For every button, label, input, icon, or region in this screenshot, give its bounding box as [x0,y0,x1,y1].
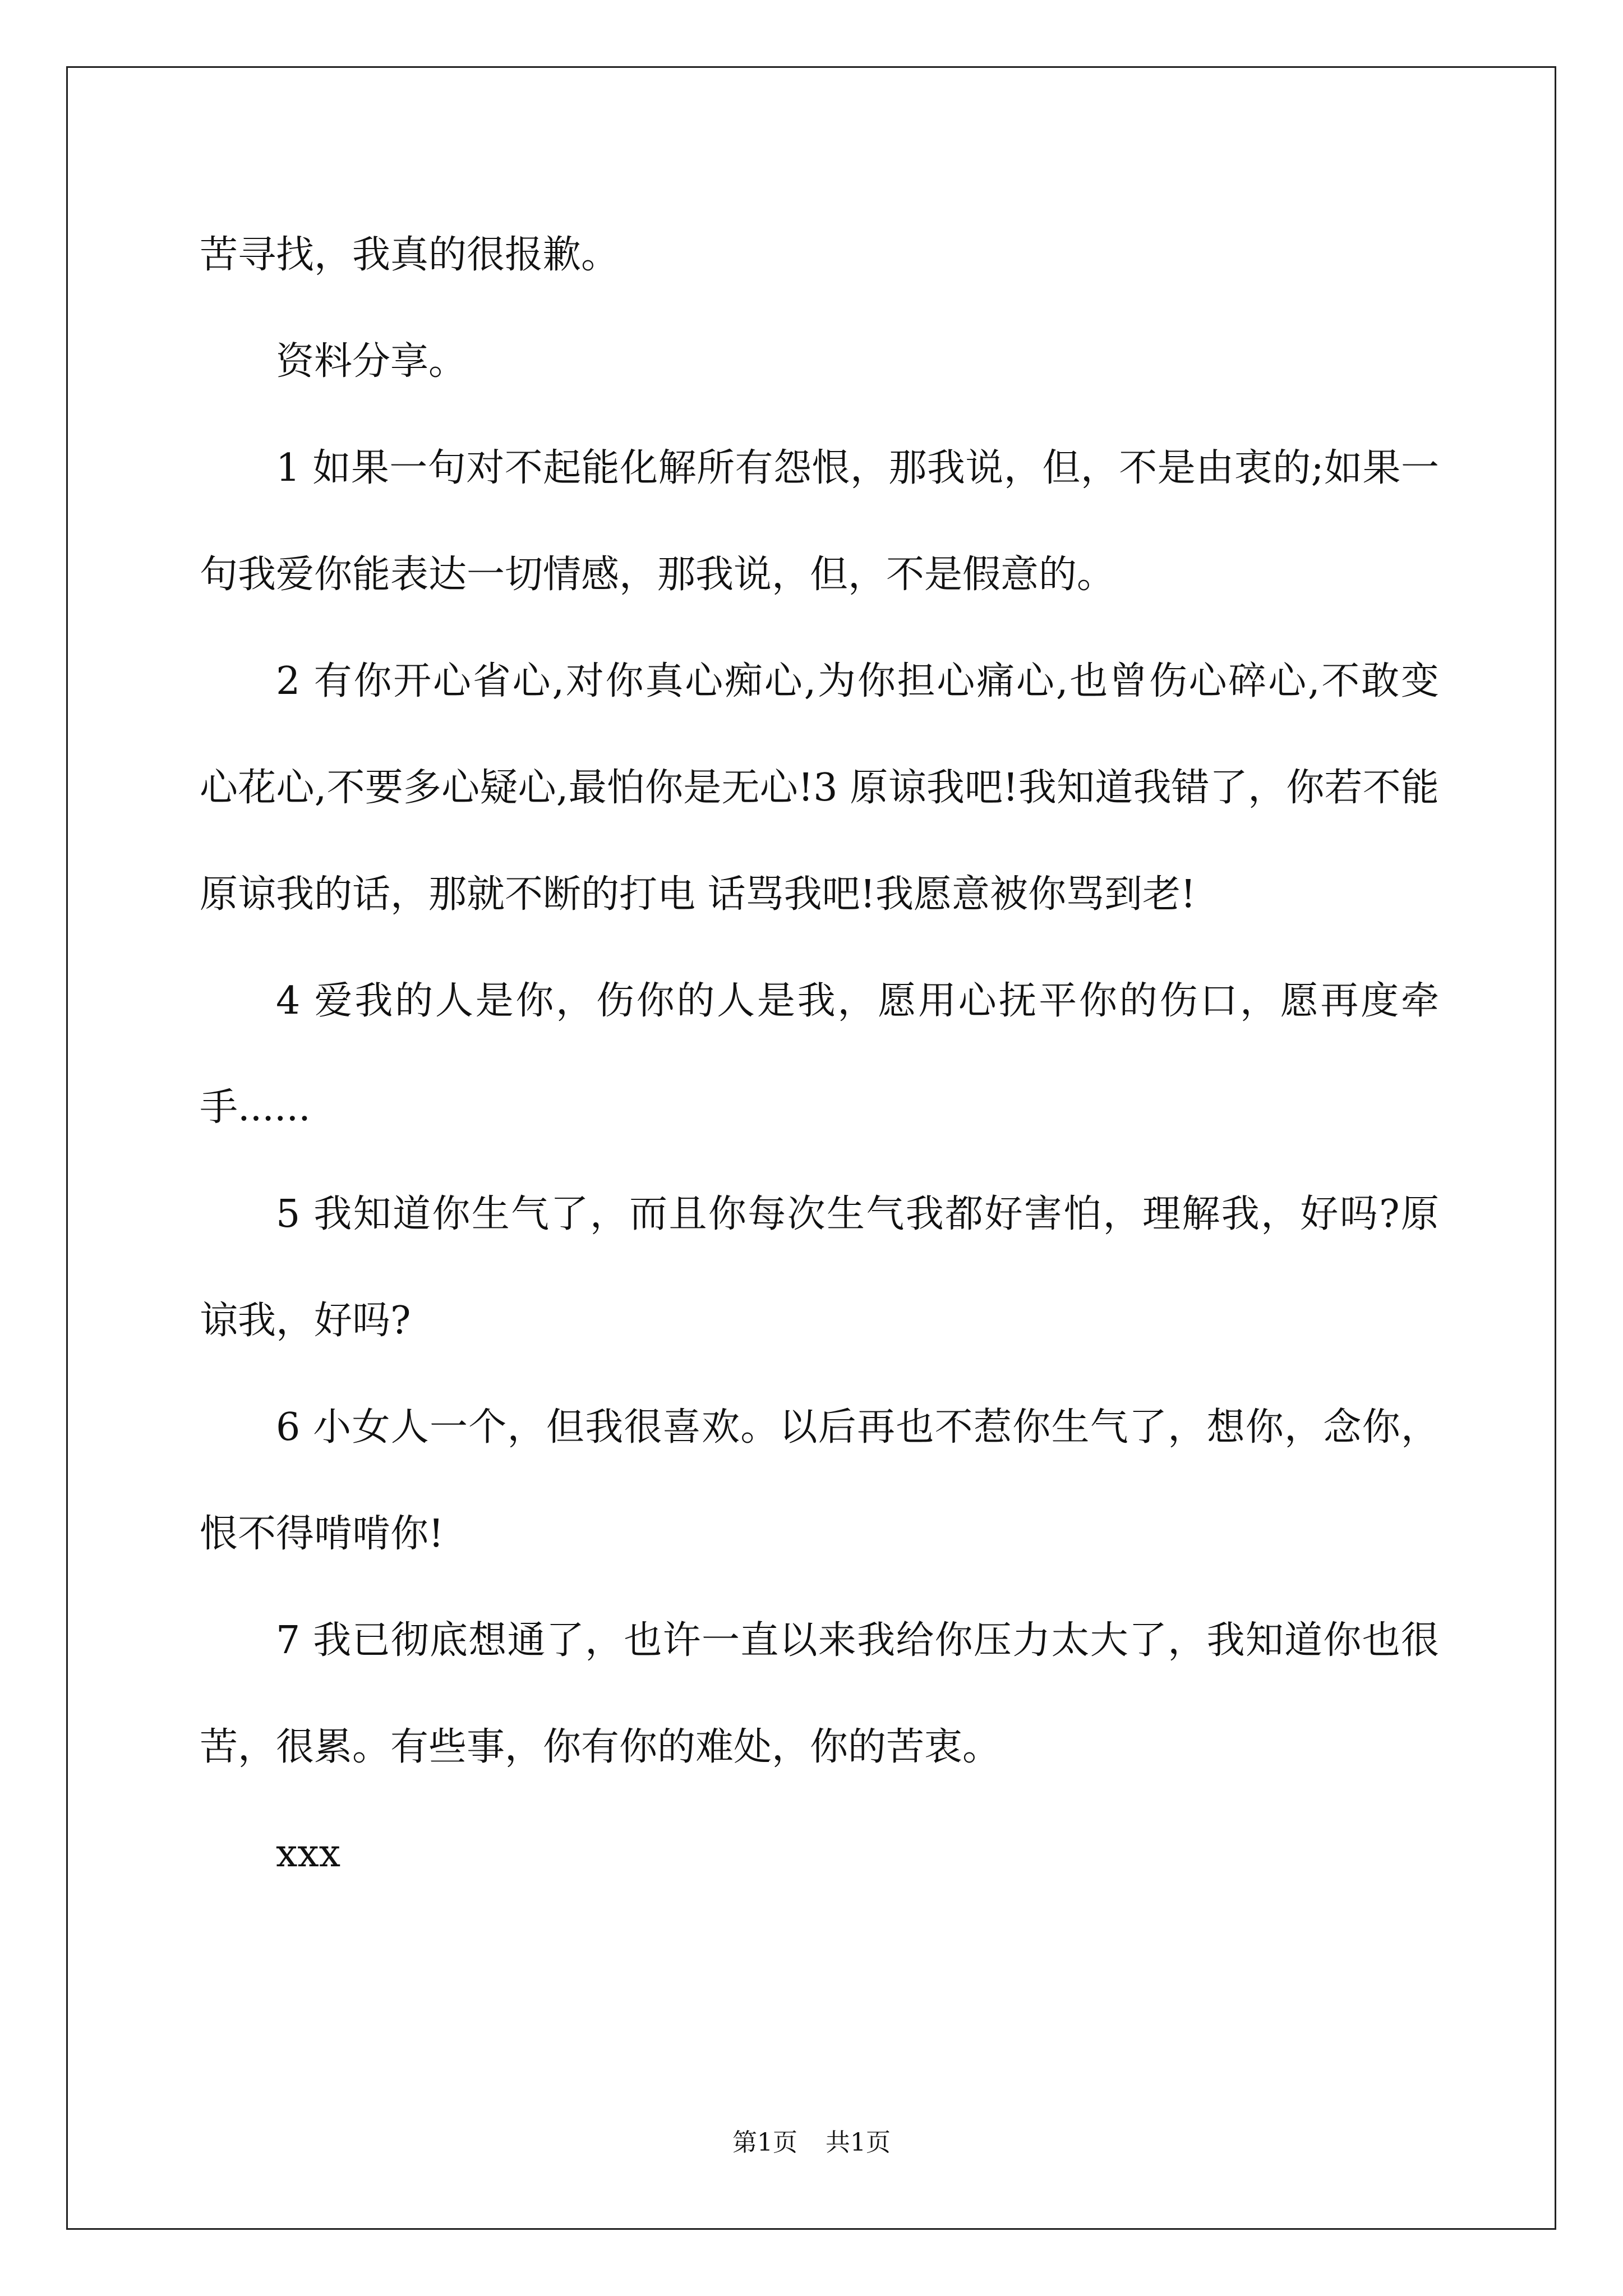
paragraph-8: xxx [276,1832,341,1876]
document-body [200,202,1439,1907]
paragraph-7: 7 我已彻底想通了，也许一直以来我给你压力太大了，我知道你也很 苦，很累。有些事，你有你的难处，你的苦衷。 [200,1618,1439,1769]
paragraph-0: 苦寻找，我真的很报歉。 [200,233,620,277]
paragraph-2: 1 如果一句对不起能化解所有怨恨，那我说，但，不是由衷的;如果一句我爱你能表达一切情感，那我说，但，不是假意的。 [200,446,1439,597]
paragraph-1: 资料分享。 [276,339,467,384]
paragraph-6: 6 小女人一个，但我很喜欢。以后再也不惹你生气了，想你，念你， 恨不得啃啃你! [200,1405,1439,1556]
paragraph-5: 5 我知道你生气了，而且你每次生气我都好害怕，理解我，好吗?原 谅我，好吗? [200,1192,1439,1343]
page-footer [0,2126,1623,2160]
page-number-current: 第1页 [732,2128,797,2157]
paragraph-3: 2 有你开心省心,对你真心痴心,为你担心痛心,也曾伤心碎心,不敢变 心花心,不要多心疑心,最怕你是无心!3 原谅我吧!我知道我错了，你若不能原谅我的话，那就不断的打电 话骂我吧!我愿意被你骂到老! [200,659,1439,917]
page-number-total: 共1页 [826,2128,891,2157]
paragraph-4: 4 爱我的人是你，伤你的人是我，愿用心抚平你的伤口，愿再度牵手...... [200,979,1439,1130]
